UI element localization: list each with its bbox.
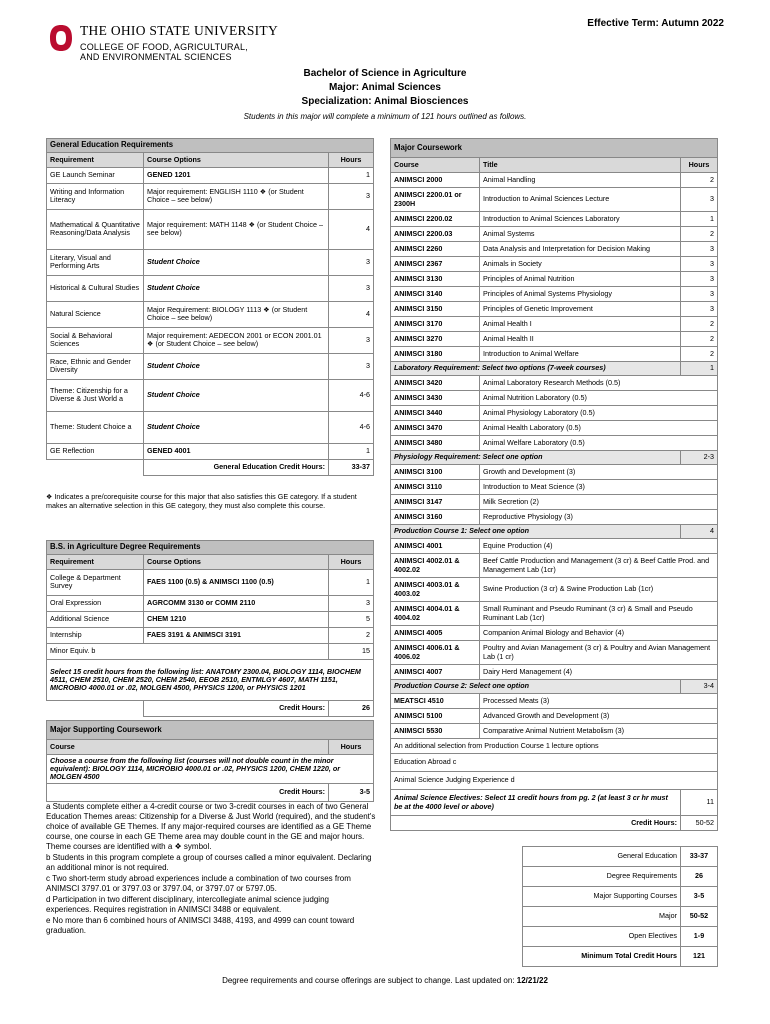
table-row: MEATSCI 4510 Processed Meats (3) [391, 694, 718, 709]
table-row: An additional selection from Production Course 1 lecture options [391, 739, 718, 754]
support-total-label: Credit Hours: [47, 784, 329, 802]
table-row: ANIMSCI 5100 Advanced Growth and Development (3) [391, 709, 718, 724]
lab-requirement: Laboratory Requirement: Select two options (7-week courses) [391, 362, 681, 376]
footnote-d: d Participation in two different disciplinary, intercollegiate animal science judging experiences. Requires registration in ANIMSCI 3488 or equivalent. [46, 895, 329, 914]
table-row: ANIMSCI 3430 Animal Nutrition Laboratory (0.5) [391, 391, 718, 406]
table-row: ANIMSCI 3180 Introduction to Animal Welfare 2 [391, 347, 718, 362]
bs-header-req: Requirement [47, 554, 144, 569]
major-table: Major Coursework Course Title Hours ANIMSCI 2000 Animal Handling 2 ANIMSCI 2200.01 or 2300H Introduction to Animal Sciences Lecture 3 ANIMSCI 2200.02 Introduction to Animal Sciences Laboratory 1 ANIMSCI 2200.03 Animal Systems 2 ANIMSCI 2260 Data Analysis and Interpretation for Decision Making 3 ANIMSCI 2367 Animals in Society 3 ANIMSCI 3130 Principles of Animal Nutrition 3 ANIMSCI 3140 Principles of Animal Systems Physiology 3 ANIMSCI 3150 Principles of Genetic Improvement 3 ANIMSCI 3170 Animal Health I 2 ANIMSCI 3270 Animal Health II 2 ANIMSCI 3180 Introduction to Animal Welfare 2 Laboratory Requirement: Select two options (7-week courses) 1 ANIMSCI 3420 Animal Laboratory Research Methods (0.5) ANIMSCI 3430 Animal Nutrition Laboratory (0.5) ANIMSCI 3440 Animal Physiology Laboratory (0.5) ANIMSCI 3470 Animal Health Laboratory (0.5) ANIMSCI 3480 Animal Welfare Laboratory (0.5) Physiology Requirement: Select one option 2-3 ANIMSCI 3100 Growth and Development (3) ANIMSCI 3110 Introduction to Meat Science (3) ANIMSCI 3147 Milk Secretion (2) ANIMSCI 3160 Reproductive Physiology (3) Production Course 1: Select one option 4 ANIMSCI 4001 Equine Production (4) ANIMSCI 4002.01 & 4002.02 Beef Cattle Production and Management (3 cr) & Beef Cattle Prod. and Management Lab (1cr) ANIMSCI 4003.01 & 4003.02 Swine Production (3 cr) & Swine Production Lab (1cr) ANIMSCI 4004.01 & 4004.02 Small Ruminant and Pseudo Ruminant (3 cr) & Small and Pseudo Ruminant Lab (1cr) ANIMSCI 4005 Companion Animal Biology and Behavior (4) ANIMSCI 4006.01 & 4006.02 Poultry and Avian Management (3 cr) & Poultry and Avian Management Lab (1 cr) ANIMSCI 4007 Dairy Herd Management (4) Production Course 2: Select one option 3-4 MEATSCI 4510 Processed Meats (3) ANIMSCI 5100 Advanced Growth and Development (3) ANIMSCI 5530 Comparative Animal Nutrient Metabolism (3) An additional selection from Production Course 1 lecture options Education Abroad c Animal Science Judging Experience d Animal Science Electives: Select 11 credit hours from pg. 2 (at least 3 cr hr must be at the 4000 level or above) 11 Credit Hours: 50-52 [390, 138, 718, 831]
osu-logo-icon [48, 24, 74, 52]
table-row: ANIMSCI 3440 Animal Physiology Laboratory (0.5) [391, 406, 718, 421]
effective-term: Effective Term: Autumn 2022 [587, 18, 724, 29]
bs-total: 26 [329, 700, 374, 716]
table-row: ANIMSCI 4007 Dairy Herd Management (4) [391, 665, 718, 680]
electives-requirement: Animal Science Electives: Select 11 credit hours from pg. 2 (at least 3 cr hr must be at the 4000 level or above) [391, 790, 681, 816]
ge-header-hours: Hours [329, 152, 374, 167]
table-row: ANIMSCI 3130 Principles of Animal Nutrition 3 [391, 272, 718, 287]
support-text: Choose a course from the following list (courses will not double count in the minor equivalent): BIOLOGY 1114, MICROBIO 4000.01 or .02, PHYSICS 1200, CHEM 1220, or MOLGEN 4500 [47, 755, 374, 784]
table-row: Major Supporting Courses 3-5 [523, 887, 718, 907]
table-row: ANIMSCI 3100 Growth and Development (3) [391, 465, 718, 480]
specialization-title: Specialization: Animal Biosciences [301, 96, 469, 107]
ge-title: General Education Requirements [47, 139, 374, 153]
footnote-b: b Students in this program complete a group of courses called a minor equivalent. Declaring an additional minor is not required. [46, 853, 372, 872]
table-row: ANIMSCI 3270 Animal Health II 2 [391, 332, 718, 347]
table-row: Natural Science Major Requirement: BIOLOGY 1113 ❖ (or Student Choice – see below) 4 [47, 301, 374, 327]
footer-date: 12/21/22 [516, 976, 548, 985]
major-title: Major: Animal Sciences [329, 82, 441, 93]
table-row: College & Department Survey FAES 1100 (0.5) & ANIMSCI 1100 (0.5) 1 [47, 569, 374, 595]
college-line-1: COLLEGE OF FOOD, AGRICULTURAL, [80, 42, 248, 52]
table-row: Historical & Cultural Studies Student Choice 3 [47, 275, 374, 301]
table-row: Internship FAES 3191 & ANIMSCI 3191 2 [47, 627, 374, 643]
footnotes [46, 802, 376, 937]
table-row: ANIMSCI 3147 Milk Secretion (2) [391, 495, 718, 510]
table-row: GE Reflection GENED 4001 1 [47, 443, 374, 459]
table-row: ANIMSCI 2200.02 Introduction to Animal Sciences Laboratory 1 [391, 212, 718, 227]
table-row: Additional Science CHEM 1210 5 [47, 611, 374, 627]
table-row: General Education 33-37 [523, 847, 718, 867]
table-row: Minimum Total Credit Hours 121 [523, 947, 718, 967]
ge-header-opt: Course Options [144, 152, 329, 167]
table-row: Major 50-52 [523, 907, 718, 927]
table-row: Social & Behavioral Sciences Major requirement: AEDECON 2001 or ECON 2001.01 ❖ (or Student Choice – see below) 3 [47, 327, 374, 353]
table-row: Minor Equiv. b 15 [47, 643, 374, 659]
table-row: ANIMSCI 4003.01 & 4003.02 Swine Production (3 cr) & Swine Production Lab (1cr) [391, 578, 718, 602]
footnote-a: a Students complete either a 4-credit course or two 3-credit courses in each of two General Education Themes areas: Citizenship for a Diverse & Just World (required), and the student's choice of available GE Themes. If any major-required courses are identified as a GE Theme course, one course in each GE Theme area may double count in the GE and major hours. Theme courses are identified with a ❖ symbol. [46, 802, 376, 851]
ge-note: ❖ Indicates a pre/corequisite course for this major that also satisfies this GE category. If a student makes an alternative selection in this GE category, they must also complete this course. [46, 492, 357, 511]
footnote-c: c Two short-term study abroad experiences include a combination of two courses from ANIMSCI 3797.01 or 3797.03 or 3797.04, or 3797.07 or 5797.05. [46, 874, 351, 893]
table-row: Literary, Visual and Performing Arts Student Choice 3 [47, 249, 374, 275]
phys-requirement: Physiology Requirement: Select one option [391, 451, 681, 465]
support-header-hours: Hours [329, 740, 374, 755]
table-row: Oral Expression AGRCOMM 3130 or COMM 2110 3 [47, 595, 374, 611]
major-header-hours: Hours [681, 158, 718, 173]
table-row: Theme: Student Choice a Student Choice 4-6 [47, 411, 374, 443]
table-row: ANIMSCI 3140 Principles of Animal Systems Physiology 3 [391, 287, 718, 302]
table-row: ANIMSCI 4002.01 & 4002.02 Beef Cattle Production and Management (3 cr) & Beef Cattle Prod. and Management Lab (1cr) [391, 554, 718, 578]
footer-text: Degree requirements and course offerings are subject to change. Last updated on: [222, 976, 515, 985]
table-row: ANIMSCI 4006.01 & 4006.02 Poultry and Avian Management (3 cr) & Poultry and Avian Management Lab (1 cr) [391, 641, 718, 665]
table-row: ANIMSCI 3110 Introduction to Meat Science (3) [391, 480, 718, 495]
bs-header-opt: Course Options [144, 554, 329, 569]
bs-header-hours: Hours [329, 554, 374, 569]
ge-total-label: General Education Credit Hours: [144, 459, 329, 475]
table-row: Education Abroad c [391, 754, 718, 772]
table-row: ANIMSCI 4001 Equine Production (4) [391, 539, 718, 554]
table-row: Open Electives 1-9 [523, 927, 718, 947]
table-row: GE Launch Seminar GENED 1201 1 [47, 167, 374, 183]
table-row: Race, Ethnic and Gender Diversity Student Choice 3 [47, 353, 374, 379]
degree-title: Bachelor of Science in Agriculture [303, 68, 467, 79]
table-row: ANIMSCI 2367 Animals in Society 3 [391, 257, 718, 272]
major-total: 50-52 [681, 816, 718, 831]
table-row: Theme: Citizenship for a Diverse & Just World a Student Choice 4-6 [47, 379, 374, 411]
university-name: THE OHIO STATE UNIVERSITY [80, 23, 279, 38]
prod1-requirement: Production Course 1: Select one option [391, 525, 681, 539]
bs-title: B.S. in Agriculture Degree Requirements [47, 541, 374, 555]
major-header-course: Course [391, 158, 480, 173]
table-row: ANIMSCI 3420 Animal Laboratory Research Methods (0.5) [391, 376, 718, 391]
table-row: ANIMSCI 4004.01 & 4004.02 Small Ruminant and Pseudo Ruminant (3 cr) & Small and Pseudo Ruminant Lab (1cr) [391, 602, 718, 626]
table-row: ANIMSCI 3160 Reproductive Physiology (3) [391, 510, 718, 525]
bs-total-label: Credit Hours: [144, 700, 329, 716]
support-title: Major Supporting Coursework [47, 721, 374, 740]
ge-table [46, 138, 374, 476]
bs-table [46, 540, 374, 717]
prod2-requirement: Production Course 2: Select one option [391, 680, 681, 694]
table-row: ANIMSCI 4005 Companion Animal Biology and Behavior (4) [391, 626, 718, 641]
subtitle: Students in this major will complete a minimum of 121 hours outlined as follows. [243, 112, 527, 121]
table-row: ANIMSCI 3470 Animal Health Laboratory (0.5) [391, 421, 718, 436]
table-row: ANIMSCI 2200.01 or 2300H Introduction to Animal Sciences Lecture 3 [391, 188, 718, 212]
table-row: Mathematical & Quantitative Reasoning/Data Analysis Major requirement: MATH 1148 ❖ (or Student Choice – see below) 4 [47, 209, 374, 249]
support-header-course: Course [47, 740, 329, 755]
ge-header-req: Requirement [47, 152, 144, 167]
ge-total: 33-37 [329, 459, 374, 475]
summary-table [522, 846, 718, 967]
table-row: ANIMSCI 2260 Data Analysis and Interpretation for Decision Making 3 [391, 242, 718, 257]
support-table [46, 720, 374, 802]
major-total-label: Credit Hours: [391, 816, 681, 831]
support-total: 3-5 [329, 784, 374, 802]
college-line-2: AND ENVIRONMENTAL SCIENCES [80, 52, 232, 62]
table-row: ANIMSCI 3480 Animal Welfare Laboratory (0.5) [391, 436, 718, 451]
table-row: ANIMSCI 2200.03 Animal Systems 2 [391, 227, 718, 242]
table-row: ANIMSCI 5530 Comparative Animal Nutrient Metabolism (3) [391, 724, 718, 739]
table-row: Writing and Information Literacy Major requirement: ENGLISH 1110 ❖ (or Student Choice – see below) 3 [47, 183, 374, 209]
table-row: ANIMSCI 2000 Animal Handling 2 [391, 173, 718, 188]
table-row: ANIMSCI 3170 Animal Health I 2 [391, 317, 718, 332]
minor-text: Select 15 credit hours from the following list: ANATOMY 2300.04, BIOLOGY 1114, BIOCHEM 4511, CHEM 2510, CHEM 2520, CHEM 2540, EEOB 2510, ENTMLGY 4607, MATH 1151, MICROBIO 4000.01 or .02, MOLGEN 4500, PHYSICS 1200, or PHYSICS 1201 [47, 659, 374, 700]
footer [0, 976, 770, 985]
table-row: Degree Requirements 26 [523, 867, 718, 887]
table-row: Animal Science Judging Experience d [391, 772, 718, 790]
major-header-title: Title [480, 158, 681, 173]
major-title-cell: Major Coursework [391, 139, 718, 158]
table-row: ANIMSCI 3150 Principles of Genetic Improvement 3 [391, 302, 718, 317]
footnote-e: e No more than 6 combined hours of ANIMSCI 3488, 4193, and 4999 can count toward graduation. [46, 916, 355, 935]
